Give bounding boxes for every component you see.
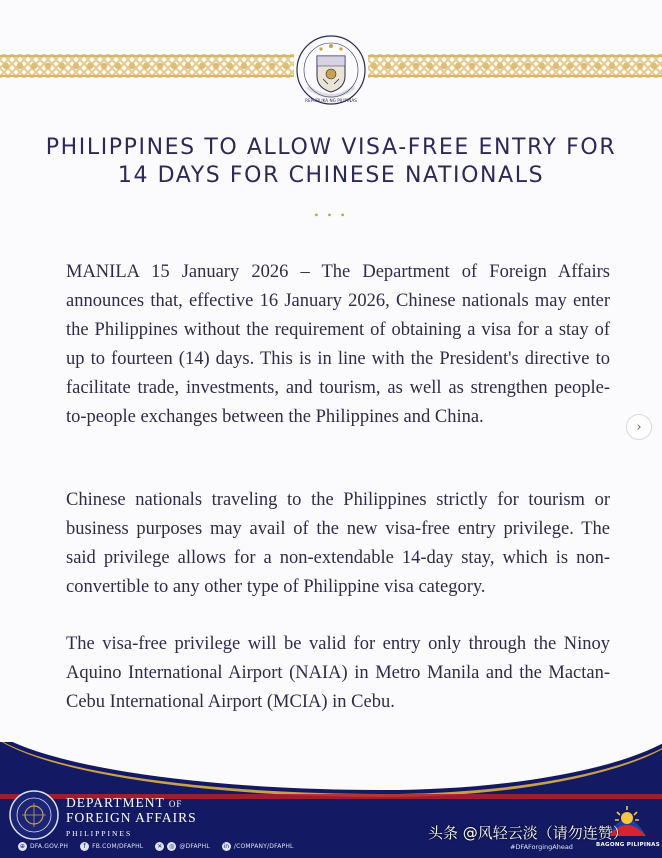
bagong-pilipinas-text: BAGONG PILIPINAS	[596, 842, 660, 848]
header-ornament-right	[368, 54, 662, 78]
x-icon: ✕	[157, 843, 163, 850]
hashtag: #DFAForgingAhead	[510, 843, 573, 851]
social-x[interactable]: ✕ ◎ @DFAPHL	[157, 843, 210, 850]
press-release-title	[40, 134, 622, 190]
watermark: 头条 @风轻云淡（请勿连赞）	[428, 824, 628, 842]
instagram-icon: ◎	[169, 843, 175, 850]
seal-text: REPUBLIKA NG PILIPINAS	[305, 98, 357, 103]
facebook-icon: f	[80, 842, 89, 851]
dfa-seal-icon	[8, 789, 60, 841]
globe-icon: ⊕	[19, 843, 26, 850]
social-linkedin[interactable]: in /COMPANY/DFAPHL	[223, 843, 294, 850]
social-facebook[interactable]: f FB.COM/DFAPHL	[80, 842, 143, 851]
title-line-2: 14 DAYS FOR CHINESE NATIONALS	[117, 163, 545, 188]
next-slide-button[interactable]	[626, 414, 652, 440]
paragraph-2: Chinese nationals traveling to the Philippines strictly for tourism or business purposes may avail of the new visa-free entry privilege. The said privilege allows for a non-extendable 14-day stay, which is non-convertible to any other type of Philippine visa category.	[66, 490, 610, 597]
chevron-right-icon: ›	[636, 419, 642, 435]
title-line-1: PHILIPPINES TO ALLOW VISA-FREE ENTRY FOR	[45, 135, 617, 160]
header-ornament-left	[0, 54, 294, 78]
dfa-wordmark: DEPARTMENT OF FOREIGN AFFAIRS PHILIPPINES	[66, 795, 197, 838]
separator-dots: • • •	[314, 208, 348, 222]
social-links	[18, 842, 294, 851]
linkedin-icon: in	[223, 843, 230, 850]
paragraph-1: MANILA 15 January 2026 – The Department of Foreign Affairs announces that, effective 16 January 2026, Chinese nationals may enter the Philippines without the requirement of obtaining a visa for a stay of up to fourteen (14) days. This is in line with the President's directive to facilitate trade, investments, and tourism, as well as strengthen people-to-people exchanges between the Philippines and China.	[66, 262, 610, 427]
philippine-seal-icon	[295, 30, 367, 112]
paragraph-3: The visa-free privilege will be valid for entry only through the Ninoy Aquino International Airport (NAIA) in Metro Manila and the Mactan-Cebu International Airport (MCIA) in Cebu.	[66, 634, 610, 712]
social-website[interactable]: ⊕ DFA.GOV.PH	[19, 843, 69, 850]
